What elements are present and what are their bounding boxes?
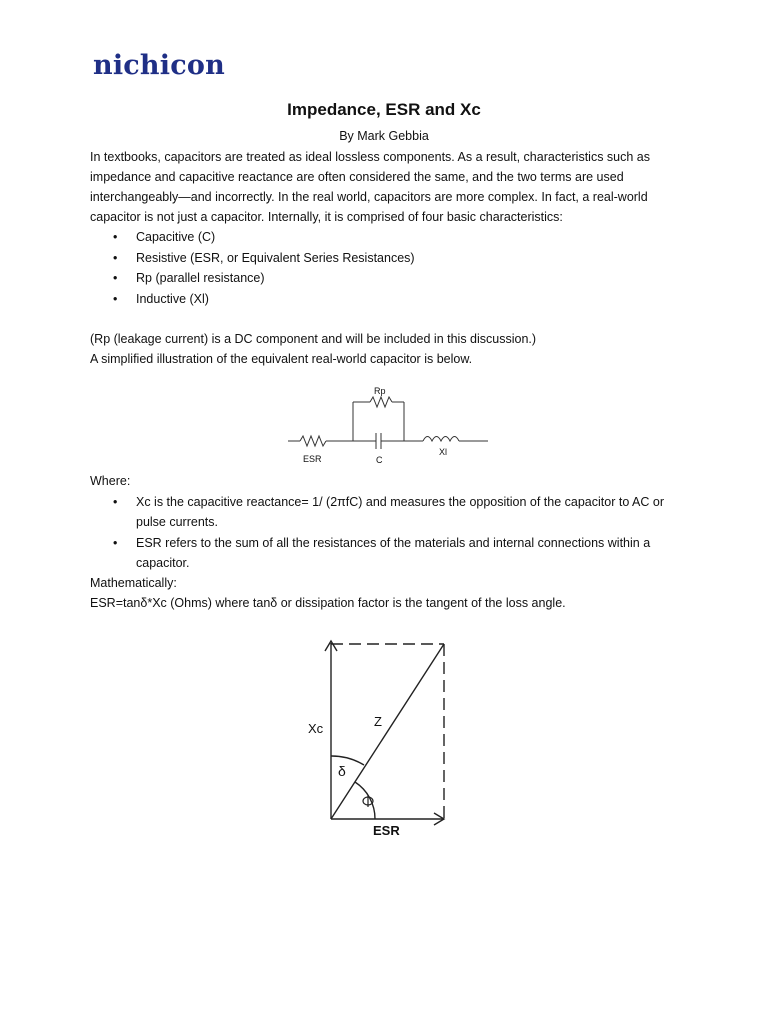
intro-line: capacitor is not just a capacitor. Internally, it is comprised of four basic characteristics: xyxy=(90,210,563,224)
inductor-coil-symbol xyxy=(423,437,459,442)
definition-line: Xc is the capacitive reactance= 1/ (2πfC) and measures the opposition of the capacitor to AC or xyxy=(136,495,665,509)
label-z: Z xyxy=(374,714,382,729)
list-item-text: Rp (parallel resistance) xyxy=(136,271,265,285)
list-item-text: Inductive (Xl) xyxy=(136,291,209,306)
list-item-text: Capacitive (C) xyxy=(136,230,216,244)
list-item xyxy=(90,492,664,532)
definition-line: capacitor. xyxy=(136,556,190,570)
esr-formula: ESR=tanδ*Xc (Ohms) where tanδ or dissipation factor is the tangent of the loss angle. xyxy=(90,596,566,610)
bullet-icon: • xyxy=(113,536,118,550)
esr-resistor-symbol xyxy=(300,436,326,446)
intro-line: interchangeably—and incorrectly. In the real world, capacitors are more complex. In fact, a real-world xyxy=(90,190,648,204)
label-rp: Rp xyxy=(374,386,386,396)
list-item xyxy=(90,289,415,310)
z-vector xyxy=(331,644,444,819)
nichicon-logo: nichicon xyxy=(93,50,225,81)
bullet-icon: • xyxy=(113,250,118,265)
label-xc: Xc xyxy=(308,721,324,736)
list-item-text: Resistive (ESR, or Equivalent Series Resistances) xyxy=(136,250,415,265)
delta-angle-arc xyxy=(331,756,364,765)
intro-line: In textbooks, capacitors are treated as ideal lossless components. As a result, characteristics such as xyxy=(90,150,650,164)
impedance-vector-diagram xyxy=(300,635,460,845)
list-item xyxy=(90,248,415,269)
bullet-icon: • xyxy=(113,291,118,306)
page-title: Impedance, ESR and Xc xyxy=(287,100,481,119)
where-label: Where: xyxy=(90,474,131,488)
list-item xyxy=(90,268,415,289)
label-xl: Xl xyxy=(439,447,448,457)
definitions-list xyxy=(90,492,664,573)
label-c: C xyxy=(376,455,383,465)
illustration-intro: A simplified illustration of the equivalent real-world capacitor is below. xyxy=(90,352,473,366)
list-item xyxy=(90,533,664,573)
intro-paragraph xyxy=(90,147,690,227)
definition-line: ESR refers to the sum of all the resistances of the materials and internal connections within a xyxy=(136,536,651,550)
label-esr: ESR xyxy=(303,454,322,464)
bullet-icon: • xyxy=(113,271,118,285)
rp-note: (Rp (leakage current) is a DC component and will be included in this discussion.) xyxy=(90,332,537,346)
list-item xyxy=(90,227,415,248)
definition-line: pulse currents. xyxy=(136,515,218,529)
label-esr: ESR xyxy=(373,823,400,838)
label-delta: δ xyxy=(338,763,346,779)
characteristics-list xyxy=(90,227,415,309)
equivalent-circuit-diagram xyxy=(285,380,495,470)
mathematically-label: Mathematically: xyxy=(90,576,177,590)
intro-line: impedance and capacitive reactance are often considered the same, and the two terms are used xyxy=(90,170,624,184)
rp-resistor-symbol xyxy=(370,397,392,407)
author-byline: By Mark Gebbia xyxy=(339,129,429,143)
phi-angle-arc xyxy=(355,782,375,819)
bullet-icon: • xyxy=(113,230,118,244)
bullet-icon: • xyxy=(113,495,118,509)
